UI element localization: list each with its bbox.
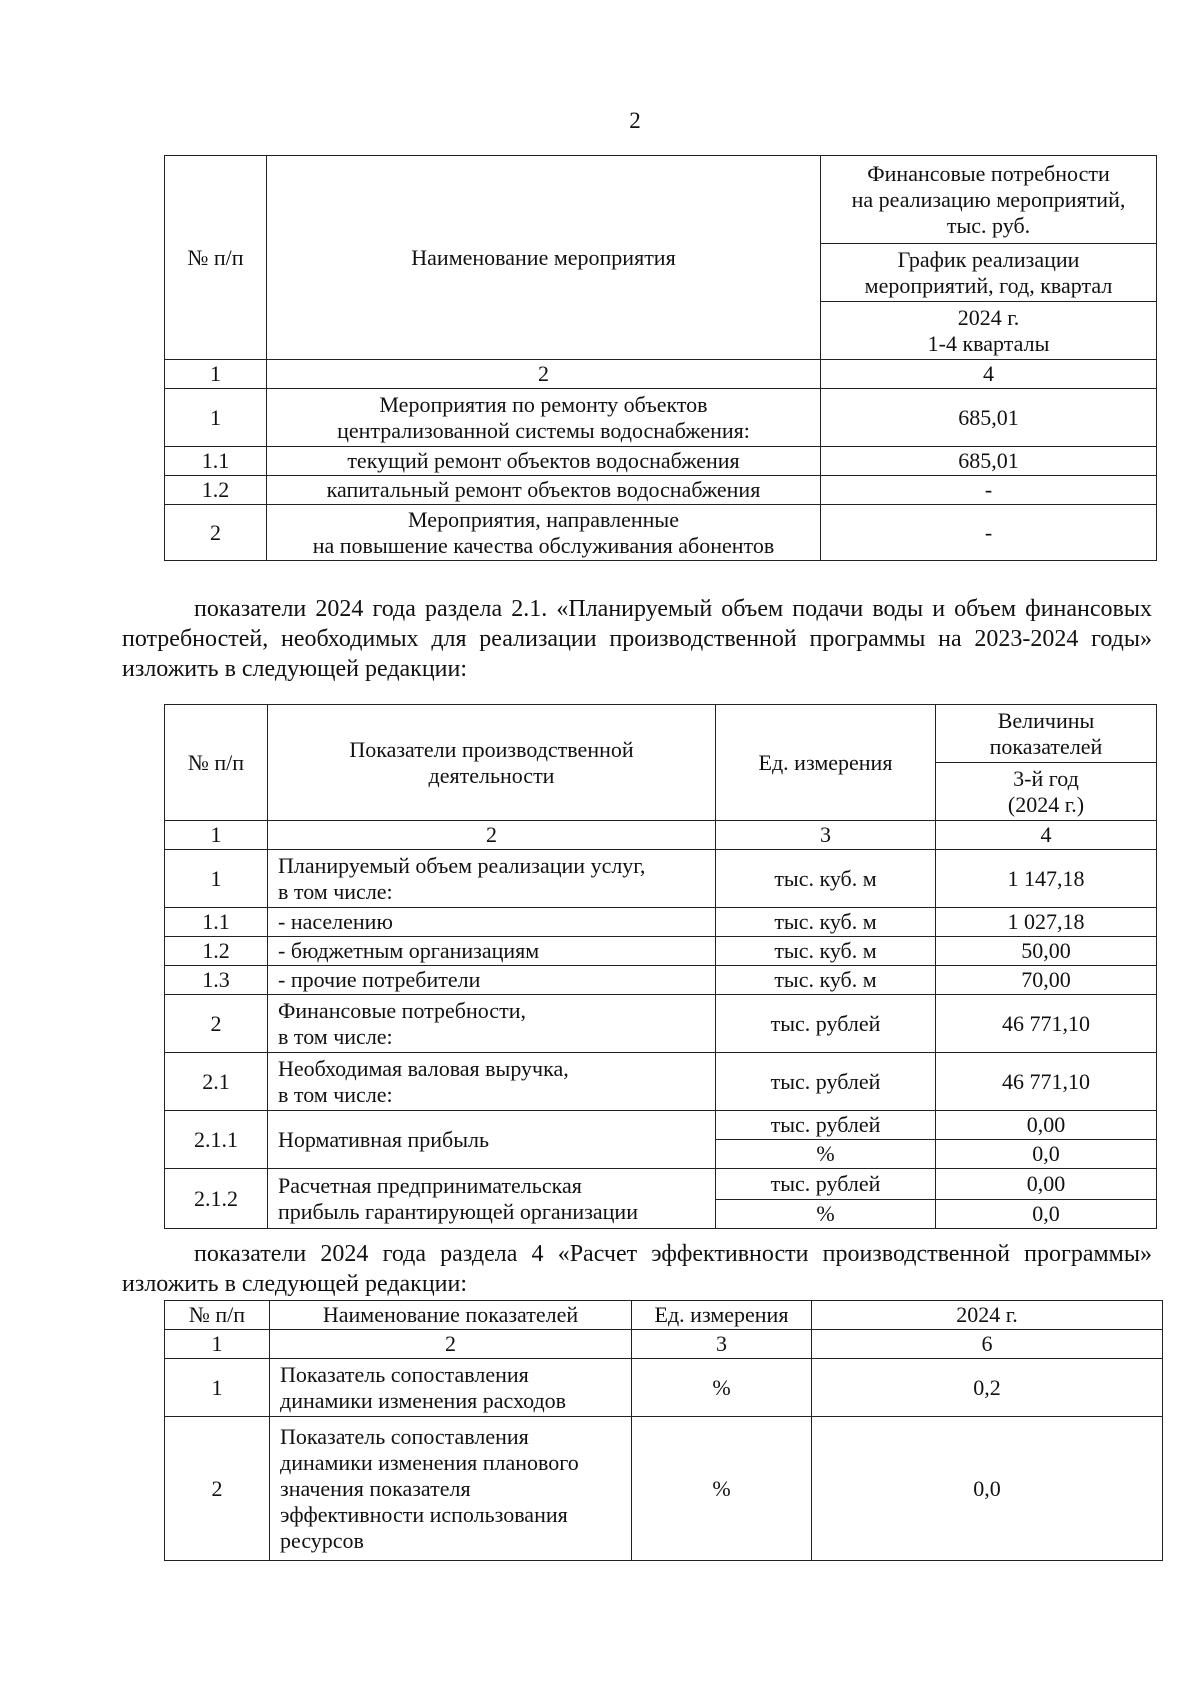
row-value: 0,00 — [936, 1111, 1157, 1140]
row-num: 1 — [165, 1359, 270, 1417]
row-unit: тыс. рублей — [716, 1111, 936, 1140]
index-cell: 3 — [716, 821, 936, 850]
row-unit: тыс. куб. м — [716, 937, 936, 966]
index-cell: 2 — [270, 1330, 632, 1359]
table-row — [165, 908, 1157, 937]
row-name: текущий ремонт объектов водоснабжения — [267, 447, 821, 476]
row-name: - бюджетным организациям — [268, 937, 716, 966]
row-name: Мероприятия, направленные на повышение качества обслуживания абонентов — [267, 505, 821, 561]
row-num: 1 — [165, 389, 267, 447]
row-unit: тыс. куб. м — [716, 850, 936, 908]
table-row — [165, 1169, 1157, 1200]
row-unit: тыс. рублей — [716, 1053, 936, 1111]
row-num: 2.1.1 — [165, 1111, 268, 1169]
row-value: 1 147,18 — [936, 850, 1157, 908]
row-name: Нормативная прибыль — [268, 1111, 716, 1169]
header-num: № п/п — [165, 156, 267, 360]
row-name: капитальный ремонт объектов водоснабжения — [267, 476, 821, 505]
row-value: 1 027,18 — [936, 908, 1157, 937]
row-value: - — [821, 476, 1157, 505]
header-indicator-name: Наименование показателей — [270, 1301, 632, 1330]
index-cell: 2 — [267, 360, 821, 389]
page-number: 2 — [629, 108, 641, 133]
row-name: Мероприятия по ремонту объектов централизованной системы водоснабжения: — [267, 389, 821, 447]
header-event-name: Наименование мероприятия — [267, 156, 821, 360]
row-num: 2 — [165, 1417, 270, 1561]
table-row — [165, 1359, 1163, 1417]
row-num: 1.1 — [165, 908, 268, 937]
table-row — [165, 389, 1157, 447]
table-row — [165, 850, 1157, 908]
table-row — [165, 476, 1157, 505]
row-unit: % — [632, 1359, 812, 1417]
row-value: 685,01 — [821, 389, 1157, 447]
row-num: 1.3 — [165, 966, 268, 995]
table-row — [165, 966, 1157, 995]
row-unit: % — [716, 1140, 936, 1169]
row-value: 46 771,10 — [936, 1053, 1157, 1111]
row-value: 685,01 — [821, 447, 1157, 476]
header-schedule: График реализации мероприятий, год, квартал — [821, 244, 1157, 302]
row-name: Планируемый объем реализации услуг, в том числе: — [268, 850, 716, 908]
row-unit: тыс. рублей — [716, 995, 936, 1053]
header-indicators: Показатели производственной деятельности — [268, 705, 716, 821]
header-period: 2024 г. 1-4 кварталы — [821, 302, 1157, 360]
header-unit: Ед. измерения — [716, 705, 936, 821]
row-value: 0,2 — [812, 1359, 1163, 1417]
index-cell: 3 — [632, 1330, 812, 1359]
row-value: 0,0 — [812, 1417, 1163, 1561]
header-unit: Ед. измерения — [632, 1301, 812, 1330]
row-value: 0,0 — [936, 1200, 1157, 1229]
row-unit: тыс. куб. м — [716, 908, 936, 937]
row-num: 1.2 — [165, 937, 268, 966]
table-row — [165, 1053, 1157, 1111]
row-value: 50,00 — [936, 937, 1157, 966]
row-name: - населению — [268, 908, 716, 937]
row-name: Показатель сопоставления динамики изменения планового значения показателя эффективности использования ресурсов — [270, 1417, 632, 1561]
header-financial-needs: Финансовые потребности на реализацию мероприятий, тыс. руб. — [821, 156, 1157, 244]
row-num: 2.1 — [165, 1053, 268, 1111]
header-num: № п/п — [165, 705, 268, 821]
index-cell: 4 — [821, 360, 1157, 389]
row-value: - — [821, 505, 1157, 561]
row-unit: тыс. куб. м — [716, 966, 936, 995]
table-row — [165, 505, 1157, 561]
row-name: Необходимая валовая выручка, в том числе: — [268, 1053, 716, 1111]
row-name: Расчетная предпринимательская прибыль гарантирующей организации — [268, 1169, 716, 1229]
row-value: 0,00 — [936, 1169, 1157, 1200]
index-cell: 2 — [268, 821, 716, 850]
row-unit: % — [716, 1200, 936, 1229]
row-value: 70,00 — [936, 966, 1157, 995]
table-row — [165, 1417, 1163, 1561]
row-value: 0,0 — [936, 1140, 1157, 1169]
efficiency-table — [164, 1300, 1163, 1561]
index-cell: 4 — [936, 821, 1157, 850]
paragraph-section-2-1: показатели 2024 года раздела 2.1. «Планируемый объем подачи воды и объем финансовых потребностей, необходимых для реализации производственной программы на 2023-2024 годы» изложить в следующей редакции: — [122, 596, 1152, 682]
paragraph-section-4: показатели 2024 года раздела 4 «Расчет эффективности производственной программы» изложить в следующей редакции: — [122, 1241, 1152, 1297]
header-num: № п/п — [165, 1301, 270, 1330]
events-table — [164, 155, 1157, 561]
header-year: 3-й год (2024 г.) — [936, 763, 1157, 821]
row-num: 1.2 — [165, 476, 267, 505]
table-row — [165, 1111, 1157, 1140]
index-cell: 1 — [165, 360, 267, 389]
index-cell: 1 — [165, 1330, 270, 1359]
header-values: Величины показателей — [936, 705, 1157, 763]
row-num: 2 — [165, 505, 267, 561]
row-unit: тыс. рублей — [716, 1169, 936, 1200]
row-name: Финансовые потребности, в том числе: — [268, 995, 716, 1053]
row-value: 46 771,10 — [936, 995, 1157, 1053]
index-cell: 6 — [812, 1330, 1163, 1359]
row-num: 1.1 — [165, 447, 267, 476]
row-name: - прочие потребители — [268, 966, 716, 995]
row-num: 2.1.2 — [165, 1169, 268, 1229]
row-name: Показатель сопоставления динамики изменения расходов — [270, 1359, 632, 1417]
table-row — [165, 447, 1157, 476]
table-row — [165, 995, 1157, 1053]
header-year: 2024 г. — [812, 1301, 1163, 1330]
row-num: 2 — [165, 995, 268, 1053]
row-num: 1 — [165, 850, 268, 908]
table-row — [165, 937, 1157, 966]
row-unit: % — [632, 1417, 812, 1561]
index-cell: 1 — [165, 821, 268, 850]
production-indicators-table — [164, 704, 1157, 1229]
